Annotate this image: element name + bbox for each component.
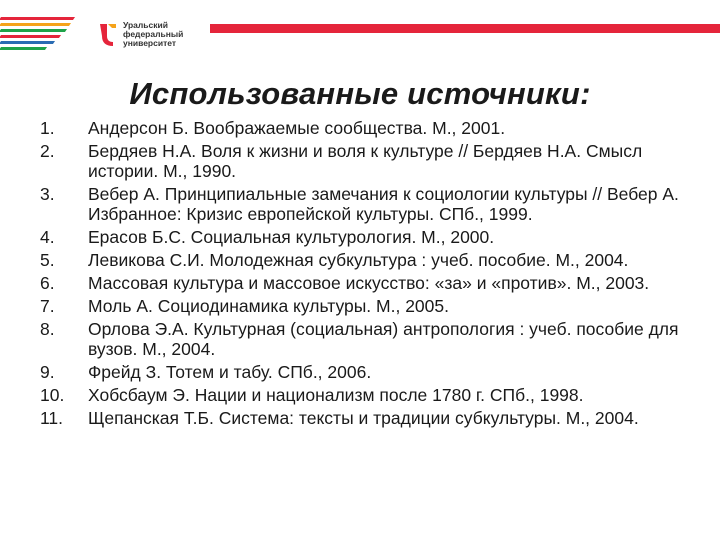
list-item bbox=[40, 319, 700, 359]
header-red-band bbox=[210, 24, 720, 33]
list-item bbox=[40, 227, 700, 247]
item-number: 1. bbox=[40, 118, 55, 138]
item-number: 6. bbox=[40, 273, 55, 293]
item-text: Бердяев Н.А. Воля к жизни и воля к культуре // Бердяев Н.А. Смысл истории. М., 1990. bbox=[88, 141, 643, 181]
item-number: 9. bbox=[40, 362, 55, 382]
item-number: 2. bbox=[40, 141, 55, 161]
item-text: Массовая культура и массовое искусство: «за» и «против». М., 2003. bbox=[88, 273, 650, 293]
list-item bbox=[40, 362, 700, 382]
list-item bbox=[40, 385, 700, 405]
stripe-red-2 bbox=[0, 35, 61, 38]
item-text: Левикова С.И. Молодежная субкультура : учеб. пособие. М., 2004. bbox=[88, 250, 629, 270]
item-text: Ерасов Б.С. Социальная культурология. М., 2000. bbox=[88, 227, 495, 247]
list-item bbox=[40, 141, 700, 181]
item-text: Моль А. Социодинамика культуры. М., 2005. bbox=[88, 296, 449, 316]
stripe-orange bbox=[0, 23, 71, 26]
list-item bbox=[40, 273, 700, 293]
decorative-stripes bbox=[0, 17, 84, 57]
stripe-blue bbox=[0, 41, 55, 44]
list-item bbox=[40, 296, 700, 316]
stripe-green bbox=[0, 29, 67, 32]
stripe-green-2 bbox=[0, 47, 47, 50]
logo-line-2: федеральный bbox=[123, 29, 184, 39]
page-title: Использованные источники: bbox=[129, 76, 591, 111]
item-text: Хобсбаум Э. Нации и национализм после 1780 г. СПб., 1998. bbox=[88, 385, 584, 405]
item-number: 8. bbox=[40, 319, 55, 339]
slide-header bbox=[0, 0, 720, 64]
logo-line-1: Уральский bbox=[123, 20, 168, 30]
item-text: Щепанская Т.Б. Система: тексты и традиции субкультуры. М., 2004. bbox=[88, 408, 639, 428]
references-list bbox=[40, 118, 700, 431]
item-number: 10. bbox=[40, 385, 65, 405]
item-number: 11. bbox=[40, 408, 64, 428]
item-number: 3. bbox=[40, 184, 55, 204]
list-item bbox=[40, 250, 700, 270]
university-logo-icon bbox=[98, 22, 118, 48]
item-number: 7. bbox=[40, 296, 55, 316]
item-text: Вебер А. Принципиальные замечания к социологии культуры // Вебер А. Избранное: Кризис европейской культуры. СПб., 1999. bbox=[88, 184, 679, 224]
list-item bbox=[40, 184, 700, 224]
stripe-red bbox=[0, 17, 75, 20]
logo-line-3: университет bbox=[123, 38, 177, 48]
item-text: Фрейд З. Тотем и табу. СПб., 2006. bbox=[88, 362, 372, 382]
list-item bbox=[40, 408, 700, 428]
item-text: Андерсон Б. Воображаемые сообщества. М., 2001. bbox=[88, 118, 506, 138]
item-number: 4. bbox=[40, 227, 55, 247]
university-name bbox=[123, 21, 183, 48]
item-text: Орлова Э.А. Культурная (социальная) антропология : учеб. пособие для вузов. М., 2004. bbox=[88, 319, 679, 359]
item-number: 5. bbox=[40, 250, 55, 270]
list-item bbox=[40, 118, 700, 138]
